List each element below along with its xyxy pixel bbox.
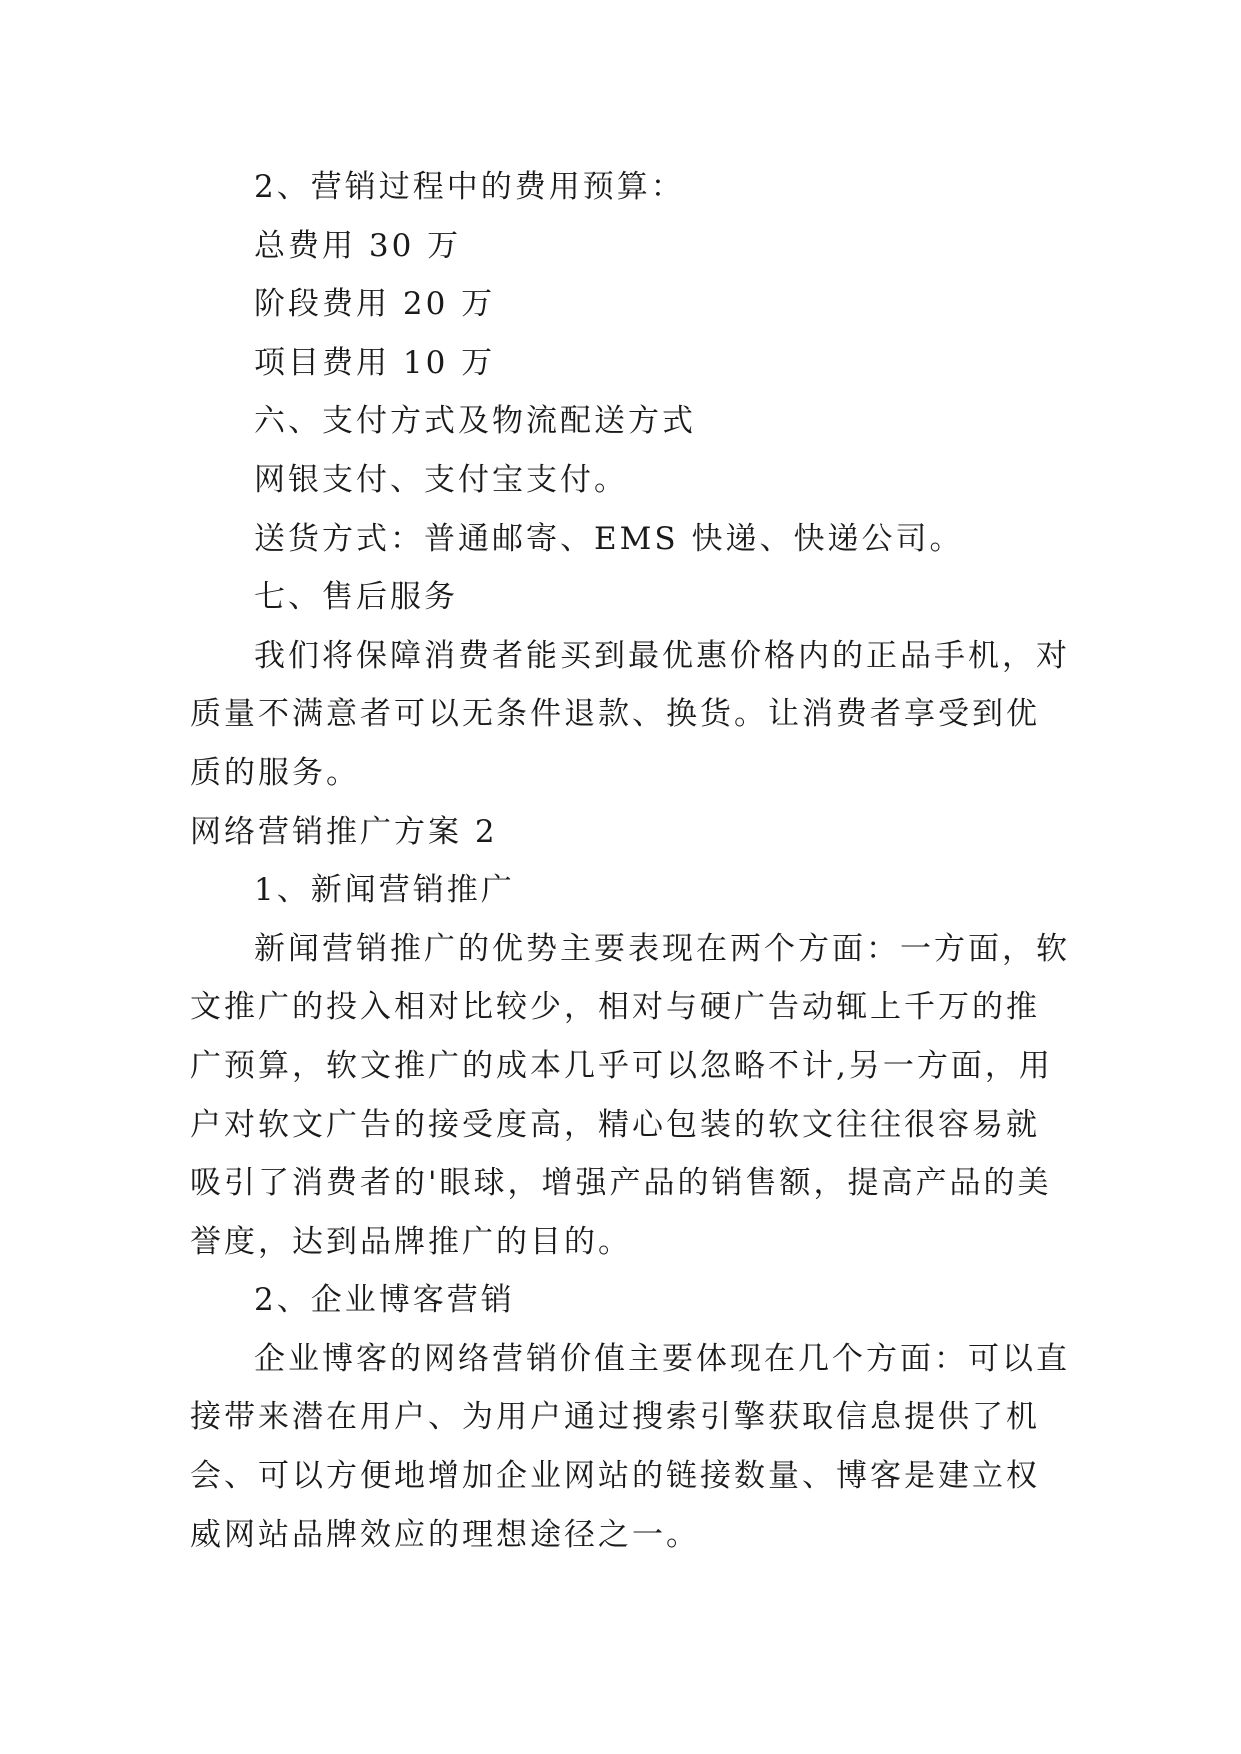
paragraph-total-cost: 总费用 30 万 xyxy=(254,227,462,264)
paragraph-payment-methods: 网银支付、支付宝支付。 xyxy=(254,461,628,498)
section-title-plan-2: 网络营销推广方案 2 xyxy=(190,813,498,850)
paragraph-budget-heading: 2、营销过程中的费用预算： xyxy=(254,169,685,205)
paragraph-payment-heading: 六、支付方式及物流配送方式 xyxy=(254,403,696,440)
document-body xyxy=(190,158,1070,1564)
paragraph-after-sales-body: 我们将保障消费者能买到最优惠价格内的正品手机，对质量不满意者可以无条件退款、换货。让消费者享受到优质的服务。 xyxy=(190,637,1070,791)
paragraph-blog-marketing-body: 企业博客的网络营销价值主要体现在几个方面：可以直接带来潜在用户、为用户通过搜索引擎获取信息提供了机会、可以方便地增加企业网站的链接数量、博客是建立权威网站品牌效应的理想途径之一。 xyxy=(190,1340,1070,1553)
paragraph-after-sales-heading: 七、售后服务 xyxy=(254,579,458,616)
paragraph-stage-cost: 阶段费用 20 万 xyxy=(254,286,496,323)
paragraph-delivery-methods: 送货方式：普通邮寄、EMS 快递、快递公司。 xyxy=(254,520,964,557)
paragraph-project-cost: 项目费用 10 万 xyxy=(254,344,496,381)
paragraph-blog-marketing-heading: 2、企业博客营销 xyxy=(254,1282,515,1319)
paragraph-news-marketing-body: 新闻营销推广的优势主要表现在两个方面：一方面，软文推广的投入相对比较少，相对与硬广告动辄上千万的推广预算，软文推广的成本几乎可以忽略不计,另一方面，用户对软文广告的接受度高，精心包装的软文往往很容易就吸引了消费者的'眼球，增强产品的销售额，提高产品的美誉度，达到品牌推广的目的。 xyxy=(190,930,1070,1260)
paragraph-news-marketing-heading: 1、新闻营销推广 xyxy=(254,872,515,909)
